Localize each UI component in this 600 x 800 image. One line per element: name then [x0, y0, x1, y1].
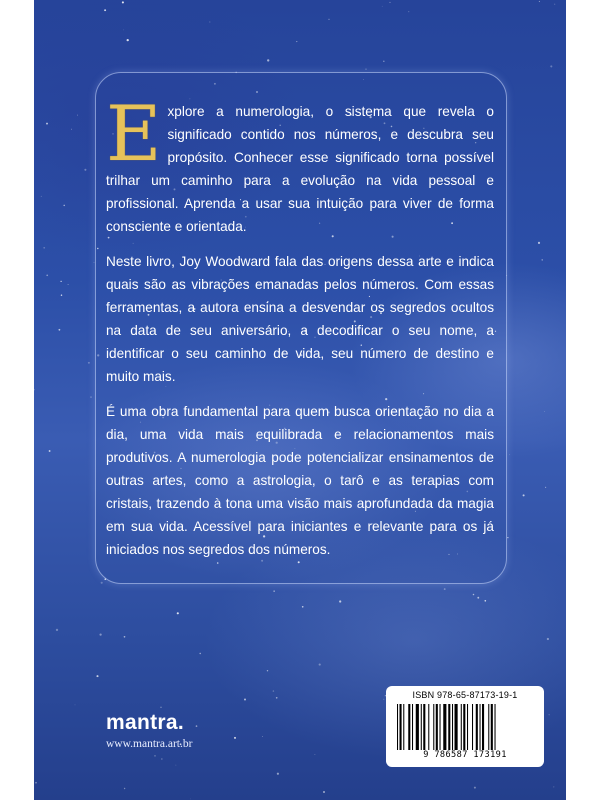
- star: [315, 754, 316, 755]
- star: [124, 636, 126, 638]
- barcode-bar: [491, 704, 493, 750]
- star: [474, 787, 476, 789]
- star: [554, 4, 555, 5]
- star: [383, 61, 385, 63]
- star: [547, 638, 549, 640]
- star: [43, 247, 45, 249]
- barcode-bar: [423, 704, 425, 750]
- star: [234, 737, 236, 739]
- star: [77, 115, 78, 116]
- synopsis-paragraph-3: É uma obra fundamental para quem busca orientação no dia a dia, uma vida mais equilibrada e relacionamentos mais produtivos. A numerologia pode potencializar ensinamentos de outras artes, como a astrologia, o tarô e as terapias com cristais, trazendo à tona uma visão mais aprofundada da magia em sua vida. Acessível para iniciantes e relevante para os já iniciados nos segredos dos números.: [106, 404, 494, 557]
- star: [477, 597, 479, 599]
- star: [122, 1, 124, 3]
- back-cover: [34, 0, 566, 800]
- publisher-logo: mantra.: [106, 711, 184, 734]
- star: [210, 22, 211, 23]
- drop-cap: E: [106, 89, 162, 178]
- star: [244, 699, 246, 701]
- publisher-url: www.mantra.art.br: [106, 738, 193, 750]
- star: [75, 705, 76, 706]
- barcode-bar: [472, 704, 473, 750]
- star: [277, 773, 279, 775]
- star: [35, 782, 37, 784]
- star: [273, 690, 274, 691]
- synopsis-text: [106, 89, 494, 573]
- star: [63, 205, 64, 207]
- star: [177, 612, 179, 614]
- star: [267, 670, 268, 671]
- star: [302, 606, 304, 608]
- star: [68, 284, 69, 285]
- star: [90, 396, 91, 397]
- barcode-bar: [467, 704, 468, 750]
- barcode-bar: [455, 704, 458, 750]
- star: [58, 329, 60, 331]
- star: [276, 697, 278, 699]
- star: [538, 242, 540, 244]
- star: [509, 454, 510, 455]
- barcode-digits: 9 786587 173191: [423, 750, 507, 760]
- star: [408, 11, 409, 12]
- barcode-bar: [436, 704, 438, 750]
- star: [124, 788, 125, 789]
- star: [328, 19, 329, 20]
- star: [190, 799, 191, 800]
- star: [390, 2, 391, 3]
- barcode-bar: [428, 704, 429, 750]
- barcode-bar: [443, 704, 446, 750]
- barcode-bar: [488, 704, 489, 750]
- star: [46, 123, 48, 125]
- star: [196, 725, 198, 727]
- star: [61, 294, 62, 295]
- star: [199, 653, 200, 654]
- star: [60, 281, 61, 282]
- star: [545, 487, 546, 488]
- synopsis-paragraph-2: Neste livro, Joy Woodward fala das origens dessa arte e indica quais são as vibrações emanadas pelos números. Com essas ferramentas, a autora ensina a desvendar os segredos ocultos na data de seu aniversário, a decodificar o seu nome, a identificar o seu caminho de vida, seu número de destino e muito mais.: [106, 254, 494, 384]
- barcode-bar: [463, 704, 465, 750]
- barcode-bar: [397, 704, 398, 750]
- star: [41, 196, 42, 197]
- star: [49, 450, 51, 452]
- barcode-bar: [433, 704, 434, 750]
- star: [383, 699, 384, 700]
- barcode-bar: [452, 704, 453, 750]
- star: [296, 41, 297, 42]
- star: [507, 537, 508, 538]
- star: [262, 736, 263, 737]
- barcode-icon: [395, 704, 535, 750]
- star: [127, 39, 129, 41]
- star: [544, 411, 545, 412]
- star: [34, 389, 35, 390]
- barcode-bar: [482, 704, 484, 750]
- star: [365, 68, 366, 69]
- barcode-bar: [403, 704, 404, 750]
- star: [96, 675, 98, 677]
- star: [473, 594, 475, 596]
- star: [339, 600, 341, 602]
- barcode-panel: [386, 686, 544, 767]
- star: [56, 629, 58, 631]
- star: [101, 582, 103, 584]
- isbn-label: ISBN 978-65-87173-19-1: [412, 690, 518, 700]
- star: [550, 65, 552, 67]
- barcode-bar: [408, 704, 410, 750]
- star: [104, 9, 106, 11]
- star: [484, 600, 486, 602]
- star: [160, 707, 161, 708]
- star: [99, 633, 101, 635]
- star: [176, 765, 177, 766]
- star: [88, 362, 90, 364]
- star: [154, 755, 155, 756]
- star: [274, 591, 275, 592]
- star: [71, 129, 72, 130]
- star: [319, 664, 321, 666]
- star: [323, 791, 325, 793]
- barcode-bar: [400, 704, 402, 750]
- star: [382, 6, 383, 7]
- barcode-bar: [416, 704, 419, 750]
- star: [553, 786, 554, 787]
- barcode-bar: [461, 704, 462, 750]
- barcode-bar: [495, 704, 496, 750]
- star: [267, 59, 269, 61]
- barcode-bar: [421, 704, 422, 750]
- barcode-bar: [480, 704, 481, 750]
- star: [542, 259, 543, 260]
- star: [549, 714, 550, 715]
- star: [444, 588, 446, 590]
- star: [161, 758, 162, 759]
- star: [123, 30, 124, 31]
- star: [46, 274, 48, 276]
- barcode-bar: [440, 704, 441, 750]
- barcode-bar: [476, 704, 478, 750]
- barcode-bar: [412, 704, 413, 750]
- star: [523, 494, 525, 496]
- barcode-bar: [448, 704, 450, 750]
- star: [84, 169, 86, 171]
- star: [539, 1, 540, 2]
- synopsis-paragraph-1: Explore a numerologia, o sistema que revela o significado contido nos números, e descubra seu propósito. Conhecer esse significado torna possível trilhar um caminho para a evolução na vida pessoal e profissional. Aprenda a usar sua intuição para viver de forma consciente e orientada.: [106, 89, 494, 234]
